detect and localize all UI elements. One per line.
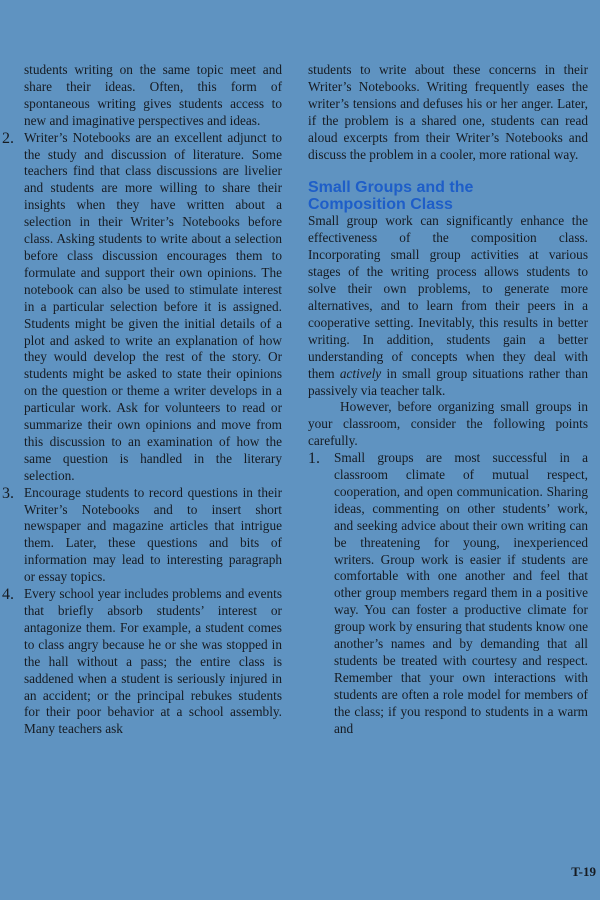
list-item-text: Writer’s Notebooks are an excellent adjunct to the study and discussion of literature. Some teachers find that class discussions are livelier and students are more willing to share their insights when they have written about a selection in their Writer’s Notebooks before class. Asking students to write about a selection before class discussion encourages them to formulate and support their own opinions. The notebook can also be used to stimulate interest in a particular selection before it is assigned. Students might be given the initial details of a plot and asked to write an explanation of how they would develop the rest of the story. Or students might be asked to state their opinions on the question or theme a writer develops in a particular work. Ask for volunteers to read or summarize their own opinions and move from this discussion to an examination of how the same question is handled in the literary selection. (24, 129, 282, 483)
right-column (308, 62, 588, 738)
list-number: 3. (2, 484, 14, 502)
body-paragraph: However, before organizing small groups in your classroom, consider the following points carefully. (308, 399, 588, 449)
list-number: 2. (2, 129, 14, 147)
section-heading (308, 179, 588, 213)
list-item (2, 586, 282, 738)
list-number: 4. (2, 586, 14, 604)
body-text: Small group work can significantly enhance the effectiveness of the composition class. Incorporating small group activities at various stages of the writing process allows students to solve their own problems, to generate more alternatives, and to learn from their peers in a cooperative setting. Inevitably, this results in better writing. In addition, students gain a better understanding of concepts when they deal with them (308, 213, 588, 381)
list-item-text: Encourage students to record questions in their Writer’s Notebooks and to insert short newspaper and magazine articles that intrigue them. Later, these questions and bits of information may lead to interesting paragraph or essay topics. (24, 484, 282, 585)
list-item (2, 484, 282, 586)
body-paragraph (308, 213, 588, 399)
body-text: in small group situations rather than passively via teacher talk. (308, 365, 588, 398)
page-number: T-19 (571, 864, 596, 879)
list-item (308, 450, 588, 737)
list-item-text: Every school year includes problems and events that briefly absorb students’ interest or antagonize them. For example, a student comes to class angry because he or she was stopped in the hall without a pass; the entire class is saddened when a student is seriously injured in an accident; or the principal rebukes students for their poor behavior at a school assembly. Many teachers ask (24, 586, 282, 737)
list-item-text: Small groups are most successful in a classroom climate of mutual respect, cooperation, and open communication. Sharing ideas, commenting on other students’ work, and seeking advice about their own writing can be threatening for young, inexperienced writers. Group work is easier if students are comfortable with one another and feel that other group members regard them in a positive way. You can foster a productive climate for group work by ensuring that students know one another’s names and by demanding that all students be treated with courtesy and respect. Remember that your own interactions with students are often a role model for members of the class; if you respond to students in a warm and (334, 450, 588, 736)
list-item (2, 129, 282, 485)
emphasis-text: actively (339, 365, 382, 381)
section-heading-line2: Composition Class (308, 196, 453, 214)
left-paragraph-continued: students writing on the same topic meet and share their ideas. Often, this form of spontaneous writing gives students access to new and imaginative perspectives and ideas. (24, 62, 282, 128)
section-heading-line1: Small Groups and the (308, 179, 474, 197)
right-paragraph-continued: students to write about these concerns in their Writer’s Notebooks. Writing frequently eases the writer’s tensions and defuses his or her anger. Later, if the problem is a shared one, students can read aloud excerpts from their Writer’s Notebooks and discuss the problem in a cooler, more rational way. (308, 62, 588, 162)
list-number: 1. (308, 450, 320, 468)
left-column (2, 62, 282, 738)
